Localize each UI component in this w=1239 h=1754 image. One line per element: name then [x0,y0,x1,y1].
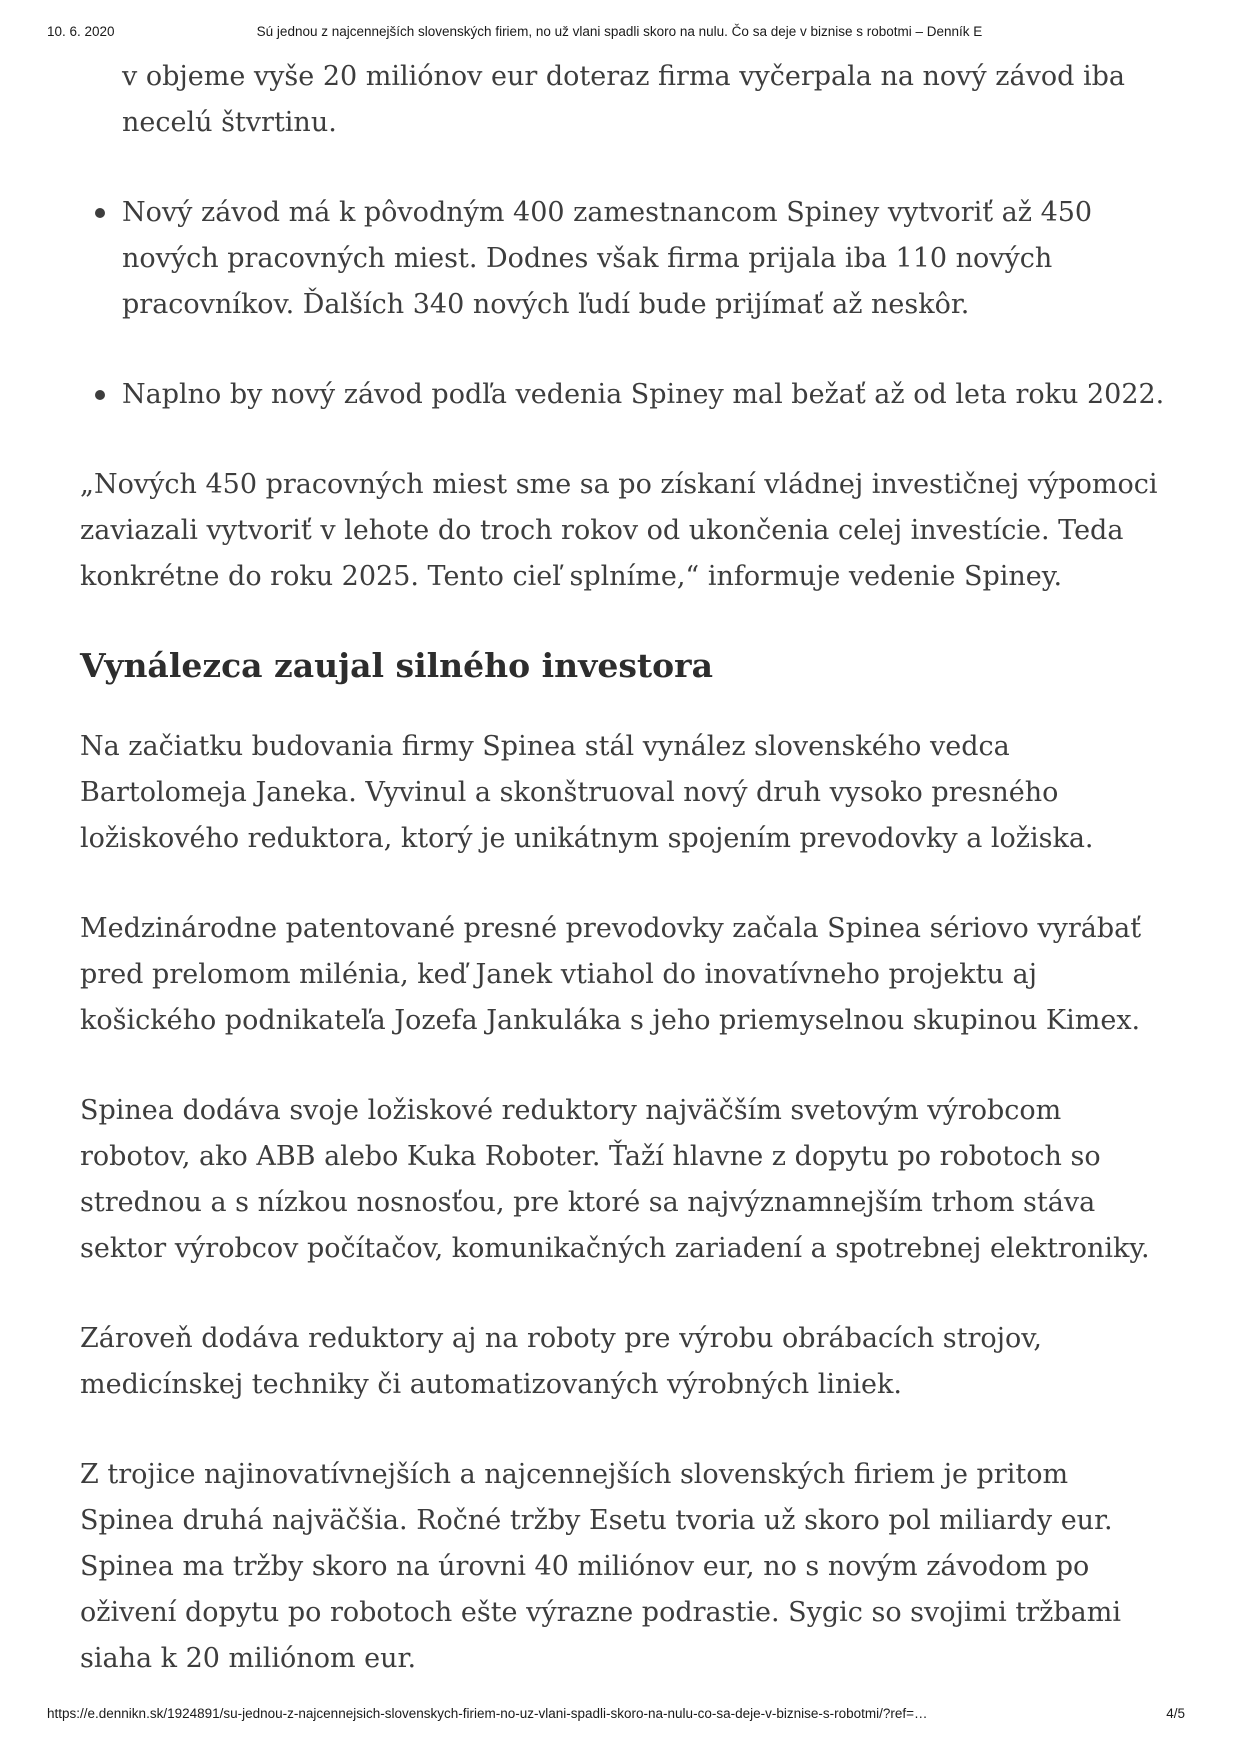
bullet-list [80,190,1165,418]
bullet-icon [95,208,105,218]
bullet-item [80,372,1165,418]
body-paragraph: Spinea dodáva svoje ložiskové reduktory najväčším svetovým výrobcom robotov, ako ABB alebo Kuka Roboter. Ťaží hlavne z dopytu po robotoch so strednou a s nízkou nosnosťou, pre ktoré sa najvýznamnejším trhom stáva sektor výrobcov počítačov, komunikačných zariadení a spotrebnej elektroniky. [80,1095,1150,1264]
quote-paragraph: „Nových 450 pracovných miest sme sa po získaní vládnej investičnej výpomoci zaviazali vytvoriť v lehote do troch rokov od ukončenia celej investície. Teda konkrétne do roku 2025. Tento cieľ splníme,“ informuje vedenie Spiney. [80,469,1158,592]
document-title: Sú jednou z najcennejších slovenských firiem, no už vlani spadli skoro na nulu. Čo sa deje v biznise s robotmi – Denník E [256,24,983,39]
bullet-text: Nový závod má k pôvodným 400 zamestnancom Spiney vytvoriť až 450 nových pracovných miest. Dodnes však firma prijala iba 110 nových pracovníkov. Ďalších 340 nových ľudí bude prijímať až neskôr. [122,197,1093,320]
page-number: 4/5 [1166,1706,1185,1721]
bullet-icon [95,390,105,400]
body-paragraph: Zároveň dodáva reduktory aj na roboty pre výrobu obrábacích strojov, medicínskej techniky či automatizovaných výrobných liniek. [80,1323,1042,1400]
print-header [47,24,1192,39]
section-heading: Vynálezca zaujal silného investora [80,646,713,685]
article-content [80,54,1165,1726]
print-footer [47,1706,1185,1721]
body-paragraph: Na začiatku budovania firmy Spinea stál vynález slovenského vedca Bartolomeja Janeka. Vyvinul a skonštruoval nový druh vysoko presného ložiskového reduktora, ktorý je unikátnym spojením prevodovky a ložiska. [80,731,1094,854]
bullet-item [80,190,1165,328]
body-paragraph: Medzinárodne patentované presné prevodovky začala Spinea sériovo vyrábať pred prelomom milénia, keď Janek vtiahol do inovatívneho projektu aj košického podnikateľa Jozefa Jankuláka s jeho priemyselnou skupinou Kimex. [80,913,1142,1036]
print-date: 10. 6. 2020 [47,24,115,39]
body-paragraph: Z trojice najinovatívnejších a najcennejších slovenských firiem je pritom Spinea druhá najväčšia. Ročné tržby Esetu tvoria už skoro pol miliardy eur. Spinea ma tržby skoro na úrovni 40 miliónov eur, no s novým závodom po oživení dopytu po robotoch ešte výrazne podrastie. Sygic so svojimi tržbami siaha k 20 miliónom eur. [80,1459,1121,1674]
paragraph-continuation: v objeme vyše 20 miliónov eur doteraz firma vyčerpala na nový závod iba necelú štvrtinu. [122,61,1125,138]
source-url: https://e.dennikn.sk/1924891/su-jednou-z-najcennejsich-slovenskych-firiem-no-uz-vlani-spadli-skoro-na-nulu-co-sa-deje-v-biznise-s-robotmi/?ref=… [47,1706,928,1721]
bullet-text: Naplno by nový závod podľa vedenia Spiney mal bežať až od leta roku 2022. [122,379,1165,410]
